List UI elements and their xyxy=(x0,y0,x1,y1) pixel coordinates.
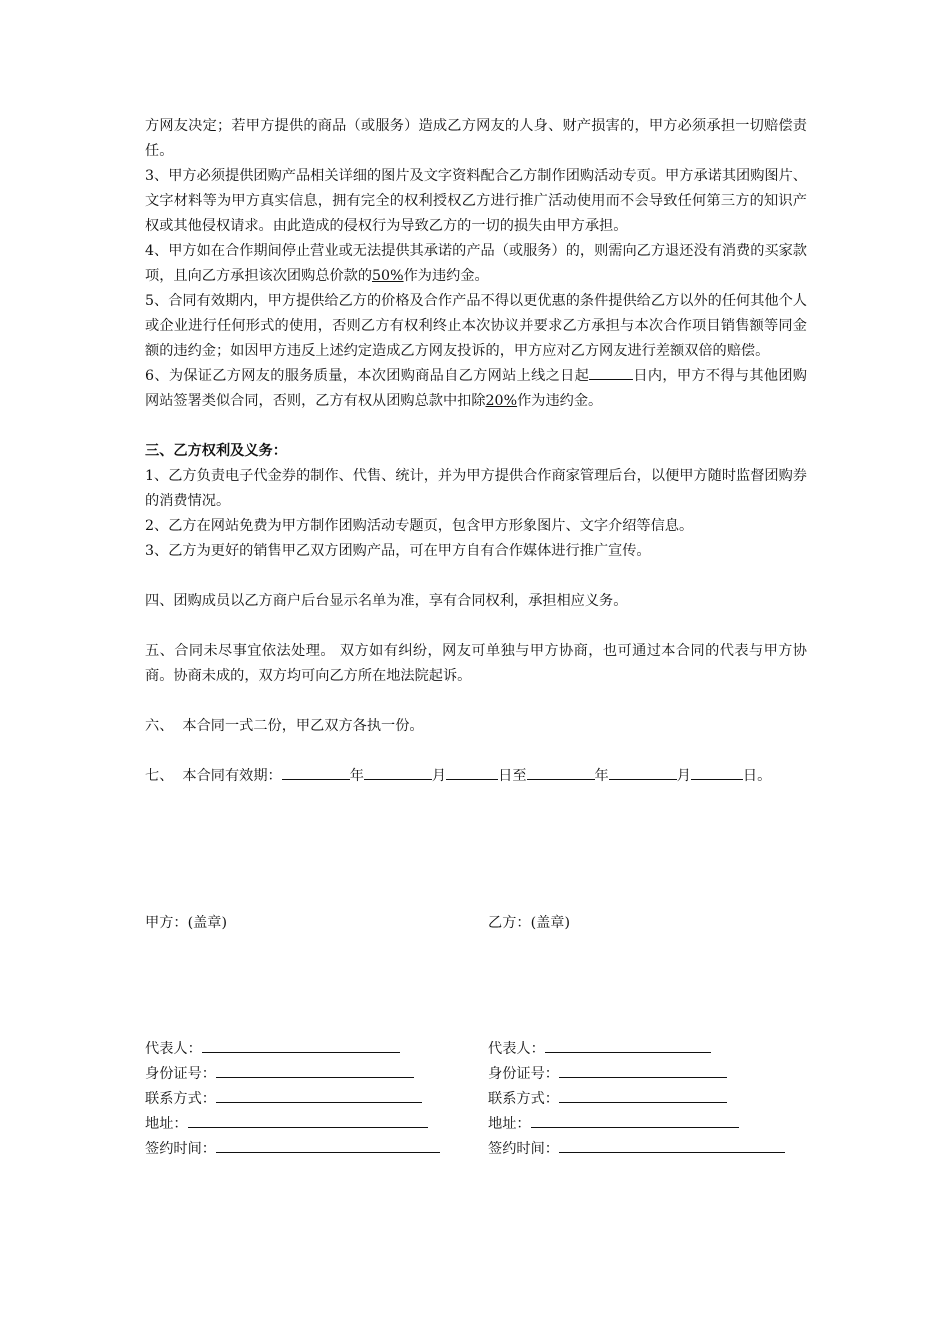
clause-a-3: 3、甲方必须提供团购产品相关详细的图片及文字资料配合乙方制作团购活动专页。甲方承诺其团购图片、文字材料等为甲方真实信息，拥有完全的权利授权乙方进行推广活动使用而不会导致任何第三方的知识产权或其他侵权请求。由此造成的侵权行为导致乙方的一切的损失由甲方承担。 xyxy=(145,168,807,234)
blank xyxy=(364,764,432,780)
party-a-representative: 代表人： xyxy=(145,1037,400,1062)
party-b-sign-date-line[interactable] xyxy=(559,1138,785,1153)
section-3-heading: 三、乙方权利及义务： xyxy=(145,443,287,459)
blank xyxy=(691,764,743,780)
section-5: 五、合同未尽事宜依法处理。 双方如有纠纷，网友可单独与甲方协商，也可通过本合同的代表与甲方协商。协商未成的，双方均可向乙方所在地法院起诉。 xyxy=(145,643,807,684)
party-b-address-line[interactable] xyxy=(531,1113,739,1128)
penalty-percent-20: 20% xyxy=(485,393,518,409)
party-a-sign-date-line[interactable] xyxy=(216,1138,440,1153)
party-a-address-line[interactable] xyxy=(188,1113,428,1128)
clause-a-6: 6、为保证乙方网友的服务质量，本次团购商品自乙方网站上线之日起 日内，甲方不得与其他团购网站签署类似合同，否则，乙方有权从团购总款中扣除20%作为违约金。 xyxy=(145,364,807,414)
section-4: 四、团购成员以乙方商户后台显示名单为准，享有合同权利，承担相应义务。 xyxy=(145,593,628,609)
blank xyxy=(446,764,498,780)
party-b-seal-label: 乙方：(盖章) xyxy=(488,915,571,931)
party-b-contact: 联系方式： xyxy=(488,1087,727,1112)
party-b-id-number: 身份证号： xyxy=(488,1062,727,1087)
section-3-item: 1、乙方负责电子代金券的制作、代售、统计，并为甲方提供合作商家管理后台，以便甲方随时监督团购券的消费情况。 xyxy=(145,468,807,509)
party-b-id-line[interactable] xyxy=(559,1063,727,1078)
party-a-id-line[interactable] xyxy=(216,1063,414,1078)
party-a-sign-date: 签约时间： xyxy=(145,1137,440,1162)
blank xyxy=(282,764,350,780)
contract-body xyxy=(145,114,807,789)
blank xyxy=(609,764,677,780)
party-b-address: 地址： xyxy=(488,1112,739,1137)
party-a-address: 地址： xyxy=(145,1112,428,1137)
party-a-representative-line[interactable] xyxy=(202,1038,400,1053)
section-3-item: 3、乙方为更好的销售甲乙双方团购产品，可在甲方自有合作媒体进行推广宣传。 xyxy=(145,543,651,559)
section-6: 六、 本合同一式二份，甲乙双方各执一份。 xyxy=(145,718,424,734)
clause-a-4: 4、甲方如在合作期间停止营业或无法提供其承诺的产品（或服务）的，则需向乙方退还没有消费的买家款项，且向乙方承担该次团购总价款的50%作为违约金。 xyxy=(145,243,807,284)
section-3-item: 2、乙方在网站免费为甲方制作团购活动专题页，包含甲方形象图片、文字介绍等信息。 xyxy=(145,518,694,534)
party-a-seal-label: 甲方：(盖章) xyxy=(145,915,228,931)
clause-a-5: 5、合同有效期内，甲方提供给乙方的价格及合作产品不得以更优惠的条件提供给乙方以外的任何其他个人或企业进行任何形式的使用，否则乙方有权利终止本次协议并要求乙方承担与本次合作项目销售额等同金额的违约金；如因甲方违反上述约定造成乙方网友投诉的，甲方应对乙方网友进行差额双倍的赔偿。 xyxy=(145,293,807,359)
penalty-percent-50: 50% xyxy=(372,268,404,284)
party-b-contact-line[interactable] xyxy=(559,1088,727,1103)
party-b-sign-date: 签约时间： xyxy=(488,1137,785,1162)
party-b-representative-line[interactable] xyxy=(545,1038,711,1053)
days-blank xyxy=(589,364,633,380)
party-a-contact: 联系方式： xyxy=(145,1087,422,1112)
party-a-contact-line[interactable] xyxy=(216,1088,422,1103)
paragraph-continued: 方网友决定；若甲方提供的商品（或服务）造成乙方网友的人身、财产损害的，甲方必须承担一切赔偿责任。 xyxy=(145,118,807,159)
section-7: 七、 本合同有效期： 年 月 日至 年 月 日。 xyxy=(145,764,807,789)
party-a-id-number: 身份证号： xyxy=(145,1062,414,1087)
party-b-representative: 代表人： xyxy=(488,1037,711,1062)
blank xyxy=(527,764,595,780)
